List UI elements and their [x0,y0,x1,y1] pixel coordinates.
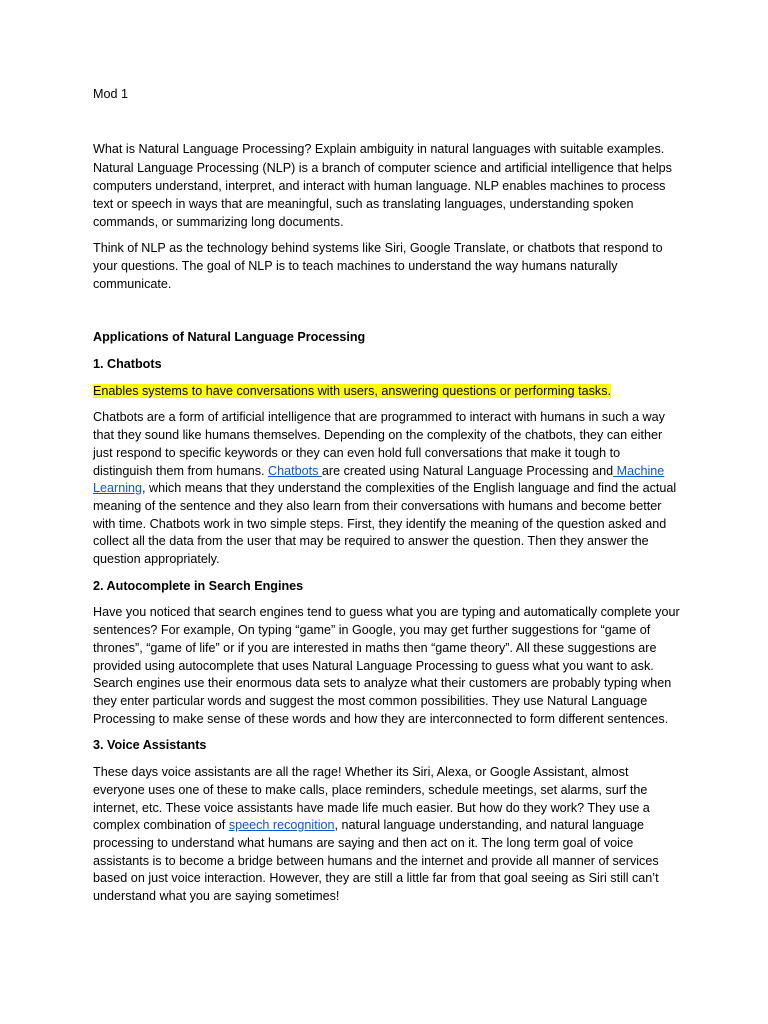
chatbots-text-3: , which means that they understand the complexities of the English language and find the actual meaning of the sentence and they also learn from their conversations with humans and become better with time. Chatbots work in two simple steps. First, they identify the meaning of the question asked and collect all the data from the user that may be required to answer the question. Then they answer the question appropriately. [93,481,677,567]
voice-text-2: , natural language understanding, and natural language processing to understand what humans are saying and then act on it. The long term goal of voice assistants is to become a bridge between humans and the internet and provide all manner of services based on just voice interaction. However, they are still a little far from that goal seeing as Siri still can’t understand what you are saying sometimes! [93,818,659,904]
autocomplete-paragraph: Have you noticed that search engines tend to guess what you are typing and automatically complete your sentences? For example, On typing “game” in Google, you may get further suggestions for “game of thrones”, “game of life” or if you are interested in maths then “game theory”. All these suggestions are provided using autocomplete that uses Natural Language Processing to guess what you want to ask. Search engines use their enormous data sets to analyze what their customers are probably typing when they enter particular words and suggest the most common possibilities. They use Natural Language Processing to make sense of these words and how they are interconnected to form different sentences. [93,605,680,726]
machine-learning-link[interactable]: Machine Learning [93,463,665,496]
chatbots-text-1: Chatbots are a form of artificial intelligence that are programmed to interact with humans in such a way that they sound like humans themselves. Depending on the complexity of the chatbots, they can either just respond to specific keywords or they can even hold full conversations that make it tough to distinguish them from humans. [93,410,665,478]
question-text: What is Natural Language Processing? Explain ambiguity in natural languages with suitable examples. [93,141,665,156]
intro-paragraph-2: Think of NLP as the technology behind systems like Siri, Google Translate, or chatbots that respond to your questions. The goal of NLP is to teach machines to understand the way humans naturally communicate. [93,241,663,291]
intro-paragraph-1: Natural Language Processing (NLP) is a branch of computer science and artificial intelligence that helps computers understand, interpret, and interact with human language. NLP enables machines to process text or speech in ways that are meaningful, such as translating languages, understanding spoken commands, or summarizing long documents. [93,161,672,229]
applications-heading: Applications of Natural Language Processing [93,330,366,345]
chatbots-paragraph [93,409,683,568]
autocomplete-heading: 2. Autocomplete in Search Engines [93,578,304,593]
chatbots-link[interactable]: Chatbots [268,463,322,478]
voice-assistants-paragraph [93,764,683,906]
highlighted-text: Enables systems to have conversations with users, answering questions or performing tasks. [93,383,611,398]
voice-assistants-heading: 3. Voice Assistants [93,738,207,753]
voice-text-1: These days voice assistants are all the rage! Whether its Siri, Alexa, or Google Assistant, almost everyone uses one of these to make calls, place reminders, schedule meetings, set alarms, surf the internet, etc. These voice assistants have made life much easier. But how do they work? They use a complex combination of [93,765,650,833]
chatbots-heading: 1. Chatbots [93,357,162,372]
chatbots-text-2: are created using Natural Language Processing and [321,463,614,478]
speech-recognition-link[interactable]: speech recognition [228,818,335,833]
document-page [93,86,683,915]
document-title: Mod 1 [93,87,129,101]
chatbots-highlight [93,383,683,401]
